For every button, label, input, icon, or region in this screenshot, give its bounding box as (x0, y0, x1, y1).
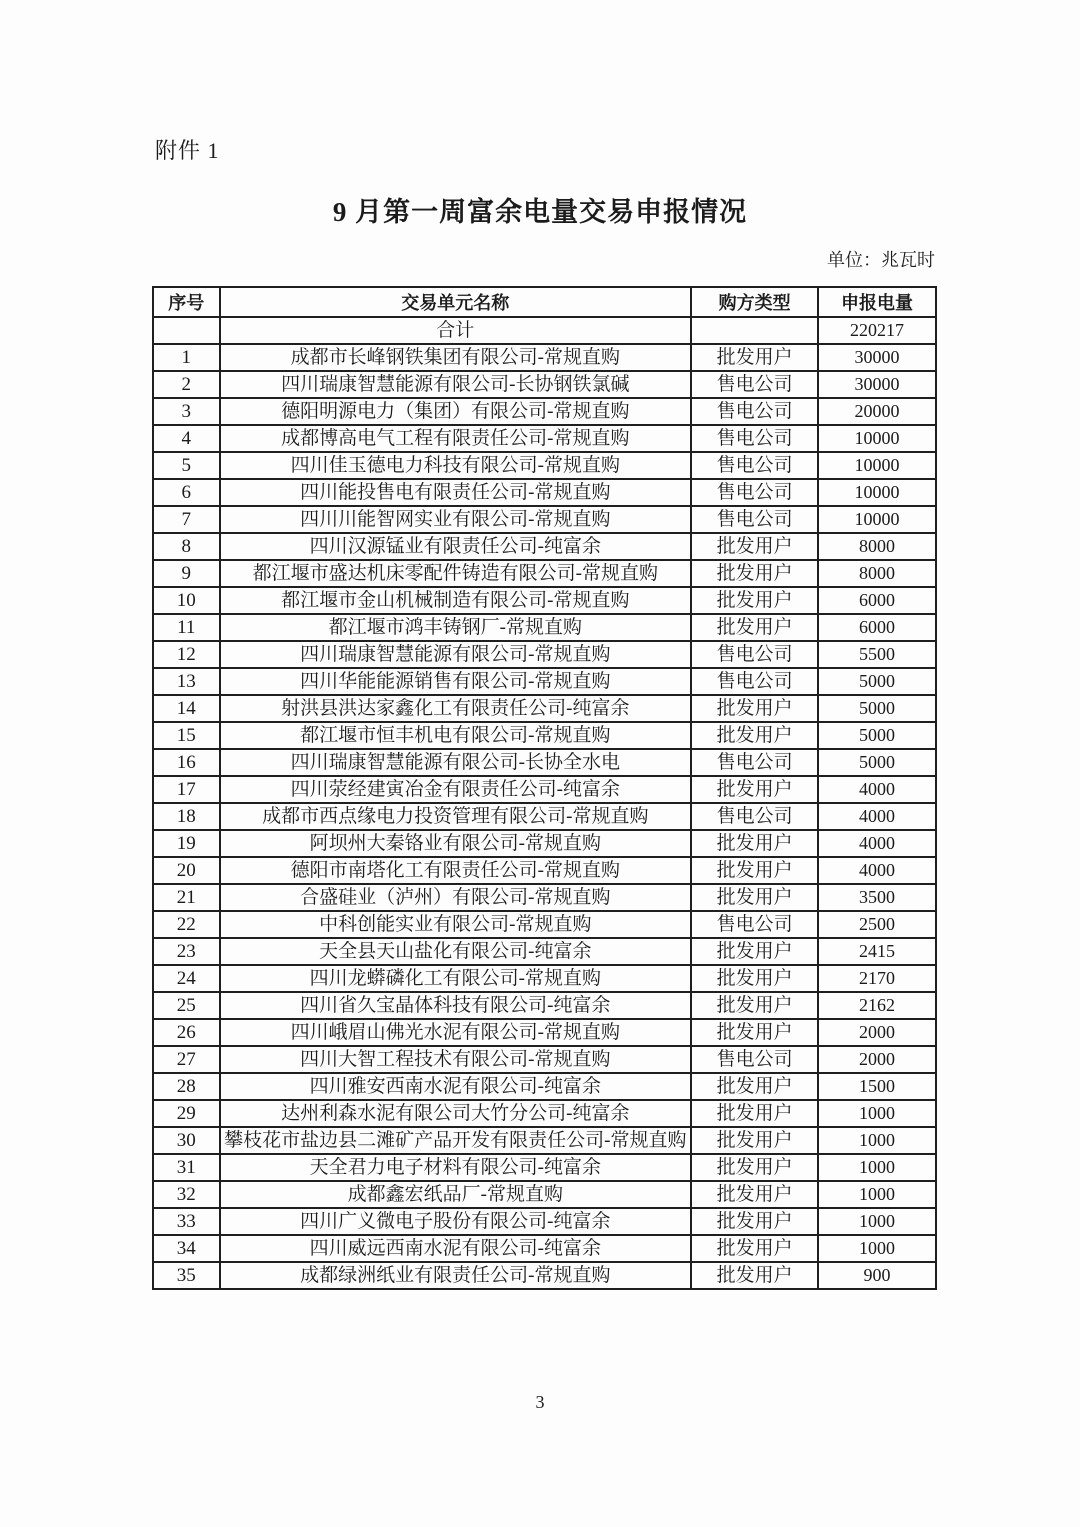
table-row (153, 398, 936, 425)
table-row (153, 857, 936, 884)
row-unit-name: 天全君力电子材料有限公司-纯富余 (220, 1154, 692, 1181)
row-unit-name: 四川川能智网实业有限公司-常规直购 (220, 506, 692, 533)
row-seq: 19 (153, 830, 220, 857)
row-seq: 25 (153, 992, 220, 1019)
table-row (153, 1073, 936, 1100)
row-energy: 4000 (818, 830, 936, 857)
row-energy: 4000 (818, 803, 936, 830)
row-unit-name: 攀枝花市盐边县二滩矿产品开发有限责任公司-常规直购 (220, 1127, 692, 1154)
declaration-table (152, 286, 937, 1290)
row-unit-name: 德阳市南塔化工有限责任公司-常规直购 (220, 857, 692, 884)
row-unit-name: 四川汉源锰业有限责任公司-纯富余 (220, 533, 692, 560)
row-unit-name: 四川瑞康智慧能源有限公司-长协钢铁氯碱 (220, 371, 692, 398)
row-energy: 30000 (818, 371, 936, 398)
row-unit-name: 四川瑞康智慧能源有限公司-长协全水电 (220, 749, 692, 776)
row-unit-name: 成都鑫宏纸品厂-常规直购 (220, 1181, 692, 1208)
row-energy: 20000 (818, 398, 936, 425)
row-energy: 900 (818, 1262, 936, 1289)
row-unit-name: 阿坝州大秦铬业有限公司-常规直购 (220, 830, 692, 857)
row-seq: 30 (153, 1127, 220, 1154)
table-row (153, 1100, 936, 1127)
row-energy: 2000 (818, 1046, 936, 1073)
row-buyer-type: 售电公司 (691, 641, 818, 668)
table-row (153, 695, 936, 722)
row-unit-name: 中科创能实业有限公司-常规直购 (220, 911, 692, 938)
table-row (153, 344, 936, 371)
row-unit-name: 达州利森水泥有限公司大竹分公司-纯富余 (220, 1100, 692, 1127)
table-row (153, 803, 936, 830)
row-energy: 4000 (818, 776, 936, 803)
row-energy: 10000 (818, 452, 936, 479)
row-buyer-type: 批发用户 (691, 1073, 818, 1100)
row-unit-name: 四川广义微电子股份有限公司-纯富余 (220, 1208, 692, 1235)
row-unit-name: 四川省久宝晶体科技有限公司-纯富余 (220, 992, 692, 1019)
table-row (153, 911, 936, 938)
row-energy: 2170 (818, 965, 936, 992)
row-seq: 14 (153, 695, 220, 722)
row-seq: 34 (153, 1235, 220, 1262)
row-unit-name: 合盛硅业（泸州）有限公司-常规直购 (220, 884, 692, 911)
table-row (153, 722, 936, 749)
row-seq: 32 (153, 1181, 220, 1208)
row-energy: 2500 (818, 911, 936, 938)
row-buyer-type: 批发用户 (691, 938, 818, 965)
row-unit-name: 成都市长峰钢铁集团有限公司-常规直购 (220, 344, 692, 371)
row-energy: 1000 (818, 1208, 936, 1235)
row-seq: 2 (153, 371, 220, 398)
row-buyer-type: 售电公司 (691, 479, 818, 506)
row-buyer-type: 售电公司 (691, 1046, 818, 1073)
row-unit-name: 都江堰市金山机械制造有限公司-常规直购 (220, 587, 692, 614)
table-row (153, 506, 936, 533)
table-row (153, 884, 936, 911)
row-energy: 1000 (818, 1181, 936, 1208)
row-energy: 2415 (818, 938, 936, 965)
row-seq: 17 (153, 776, 220, 803)
row-seq: 13 (153, 668, 220, 695)
row-energy: 2000 (818, 1019, 936, 1046)
table-row (153, 452, 936, 479)
row-unit-name: 四川大智工程技术有限公司-常规直购 (220, 1046, 692, 1073)
header-energy: 申报电量 (818, 287, 936, 317)
row-buyer-type: 批发用户 (691, 1154, 818, 1181)
row-unit-name: 四川威远西南水泥有限公司-纯富余 (220, 1235, 692, 1262)
row-buyer-type: 售电公司 (691, 803, 818, 830)
row-seq: 28 (153, 1073, 220, 1100)
table-row (153, 560, 936, 587)
total-energy: 220217 (818, 317, 936, 344)
row-energy: 8000 (818, 560, 936, 587)
table-row (153, 1235, 936, 1262)
row-unit-name: 德阳明源电力（集团）有限公司-常规直购 (220, 398, 692, 425)
row-energy: 6000 (818, 614, 936, 641)
row-buyer-type: 售电公司 (691, 506, 818, 533)
row-seq: 5 (153, 452, 220, 479)
row-unit-name: 四川能投售电有限责任公司-常规直购 (220, 479, 692, 506)
row-seq: 7 (153, 506, 220, 533)
row-buyer-type: 批发用户 (691, 587, 818, 614)
row-energy: 8000 (818, 533, 936, 560)
table-row (153, 1208, 936, 1235)
table-row (153, 1181, 936, 1208)
row-buyer-type: 批发用户 (691, 1235, 818, 1262)
row-buyer-type: 售电公司 (691, 668, 818, 695)
row-seq: 29 (153, 1100, 220, 1127)
row-buyer-type: 批发用户 (691, 344, 818, 371)
row-unit-name: 四川龙蟒磷化工有限公司-常规直购 (220, 965, 692, 992)
row-unit-name: 都江堰市盛达机床零配件铸造有限公司-常规直购 (220, 560, 692, 587)
row-energy: 10000 (818, 479, 936, 506)
row-buyer-type: 批发用户 (691, 1127, 818, 1154)
table-row (153, 965, 936, 992)
row-unit-name: 四川瑞康智慧能源有限公司-常规直购 (220, 641, 692, 668)
row-buyer-type: 售电公司 (691, 452, 818, 479)
row-seq: 1 (153, 344, 220, 371)
row-energy: 10000 (818, 425, 936, 452)
row-buyer-type: 批发用户 (691, 1100, 818, 1127)
table-row (153, 533, 936, 560)
row-seq: 27 (153, 1046, 220, 1073)
table-header (153, 287, 936, 317)
row-energy: 4000 (818, 857, 936, 884)
row-unit-name: 成都博高电气工程有限责任公司-常规直购 (220, 425, 692, 452)
table-row (153, 668, 936, 695)
row-unit-name: 成都绿洲纸业有限责任公司-常规直购 (220, 1262, 692, 1289)
table-row (153, 776, 936, 803)
row-energy: 1000 (818, 1154, 936, 1181)
row-seq: 10 (153, 587, 220, 614)
row-energy: 5000 (818, 695, 936, 722)
row-unit-name: 四川荥经建寅冶金有限责任公司-纯富余 (220, 776, 692, 803)
row-buyer-type: 售电公司 (691, 749, 818, 776)
row-buyer-type: 批发用户 (691, 695, 818, 722)
header-buyer-type: 购方类型 (691, 287, 818, 317)
row-seq: 9 (153, 560, 220, 587)
attachment-label: 附件 1 (155, 138, 220, 163)
table-row (153, 479, 936, 506)
row-seq: 31 (153, 1154, 220, 1181)
row-energy: 10000 (818, 506, 936, 533)
table-row (153, 371, 936, 398)
row-buyer-type: 批发用户 (691, 830, 818, 857)
row-buyer-type: 批发用户 (691, 992, 818, 1019)
row-energy: 5500 (818, 641, 936, 668)
row-seq: 20 (153, 857, 220, 884)
row-energy: 5000 (818, 749, 936, 776)
row-unit-name: 四川华能能源销售有限公司-常规直购 (220, 668, 692, 695)
total-seq (153, 317, 220, 344)
table-row (153, 992, 936, 1019)
total-row (153, 317, 936, 344)
page-title: 9 月第一周富余电量交易申报情况 (332, 197, 748, 227)
row-unit-name: 都江堰市恒丰机电有限公司-常规直购 (220, 722, 692, 749)
table-row (153, 614, 936, 641)
row-buyer-type: 售电公司 (691, 398, 818, 425)
row-unit-name: 四川佳玉德电力科技有限公司-常规直购 (220, 452, 692, 479)
row-unit-name: 都江堰市鸿丰铸钢厂-常规直购 (220, 614, 692, 641)
row-unit-name: 四川峨眉山佛光水泥有限公司-常规直购 (220, 1019, 692, 1046)
unit-note: 单位：兆瓦时 (827, 250, 935, 270)
row-energy: 6000 (818, 587, 936, 614)
row-buyer-type: 批发用户 (691, 884, 818, 911)
row-seq: 4 (153, 425, 220, 452)
row-buyer-type: 批发用户 (691, 722, 818, 749)
row-buyer-type: 批发用户 (691, 560, 818, 587)
total-buyer-type (691, 317, 818, 344)
header-unit-name: 交易单元名称 (220, 287, 692, 317)
table-row (153, 1046, 936, 1073)
row-buyer-type: 批发用户 (691, 533, 818, 560)
row-energy: 3500 (818, 884, 936, 911)
header-seq: 序号 (153, 287, 220, 317)
table-row (153, 938, 936, 965)
row-energy: 5000 (818, 722, 936, 749)
table-body (153, 317, 936, 1289)
row-seq: 26 (153, 1019, 220, 1046)
table-row (153, 587, 936, 614)
row-unit-name: 射洪县洪达家鑫化工有限责任公司-纯富余 (220, 695, 692, 722)
table-row (153, 1019, 936, 1046)
row-buyer-type: 批发用户 (691, 1262, 818, 1289)
header-row (153, 287, 936, 317)
row-seq: 35 (153, 1262, 220, 1289)
table-row (153, 830, 936, 857)
row-buyer-type: 批发用户 (691, 1181, 818, 1208)
row-seq: 12 (153, 641, 220, 668)
table-row (153, 425, 936, 452)
row-seq: 8 (153, 533, 220, 560)
row-buyer-type: 批发用户 (691, 614, 818, 641)
row-unit-name: 成都市西点缘电力投资管理有限公司-常规直购 (220, 803, 692, 830)
row-energy: 5000 (818, 668, 936, 695)
row-energy: 1000 (818, 1235, 936, 1262)
row-unit-name: 天全县天山盐化有限公司-纯富余 (220, 938, 692, 965)
row-energy: 30000 (818, 344, 936, 371)
table-row (153, 1154, 936, 1181)
row-buyer-type: 售电公司 (691, 425, 818, 452)
table-row (153, 641, 936, 668)
row-buyer-type: 售电公司 (691, 371, 818, 398)
row-seq: 22 (153, 911, 220, 938)
table-row (153, 1262, 936, 1289)
row-seq: 15 (153, 722, 220, 749)
row-energy: 1500 (818, 1073, 936, 1100)
row-energy: 1000 (818, 1127, 936, 1154)
row-energy: 2162 (818, 992, 936, 1019)
page-number: 3 (535, 1392, 545, 1412)
row-buyer-type: 批发用户 (691, 1208, 818, 1235)
row-buyer-type: 售电公司 (691, 911, 818, 938)
row-seq: 23 (153, 938, 220, 965)
row-unit-name: 四川雅安西南水泥有限公司-纯富余 (220, 1073, 692, 1100)
row-buyer-type: 批发用户 (691, 857, 818, 884)
total-label: 合计 (220, 317, 692, 344)
row-seq: 11 (153, 614, 220, 641)
row-buyer-type: 批发用户 (691, 1019, 818, 1046)
row-buyer-type: 批发用户 (691, 776, 818, 803)
table-row (153, 749, 936, 776)
table-row (153, 1127, 936, 1154)
row-seq: 24 (153, 965, 220, 992)
row-seq: 33 (153, 1208, 220, 1235)
row-seq: 18 (153, 803, 220, 830)
row-seq: 16 (153, 749, 220, 776)
row-seq: 21 (153, 884, 220, 911)
row-seq: 3 (153, 398, 220, 425)
row-seq: 6 (153, 479, 220, 506)
row-energy: 1000 (818, 1100, 936, 1127)
row-buyer-type: 批发用户 (691, 965, 818, 992)
